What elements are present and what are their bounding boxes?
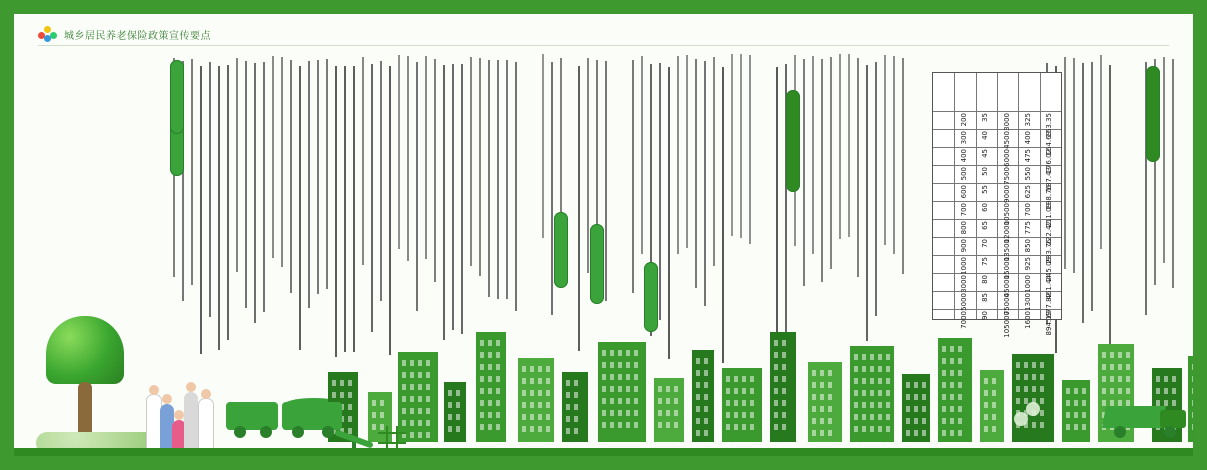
table-cell: 475 — [1024, 149, 1032, 163]
table-cell: 5000 — [960, 293, 968, 311]
table-cell: 700 — [960, 203, 968, 217]
text-column-stroke — [1073, 58, 1075, 273]
text-column-stroke — [254, 63, 256, 323]
table-row-line — [933, 237, 1061, 238]
text-column-stroke — [506, 60, 508, 299]
heart-foliage — [46, 316, 124, 384]
table-cell: 600 — [960, 185, 968, 199]
table-cell: 325 — [1024, 113, 1032, 127]
table-cell: 400 — [960, 149, 968, 163]
text-column-stroke — [884, 55, 886, 245]
table-cell: 10500 — [1002, 203, 1011, 226]
table-cell: 222.42 — [1045, 221, 1054, 246]
family-illustration — [146, 366, 214, 458]
text-column-stroke — [515, 62, 517, 311]
building — [654, 378, 684, 442]
text-column-stroke — [875, 62, 877, 316]
table-cell: 1600 — [1024, 311, 1032, 329]
table-cell: 400 — [1024, 131, 1032, 145]
table-column-line — [976, 73, 977, 319]
text-column-stroke — [641, 56, 643, 254]
table-cell: 12000 — [1002, 221, 1011, 244]
table-cell: 75000 — [1002, 293, 1011, 316]
text-column-stroke — [1163, 57, 1165, 263]
table-cell: 187.43 — [1045, 167, 1054, 192]
text-column-stroke — [893, 56, 895, 254]
table-cell: 176.02 — [1045, 149, 1054, 174]
table-cell: 800 — [960, 221, 968, 235]
table-row-line — [933, 165, 1061, 166]
text-column-stroke — [587, 58, 589, 273]
text-column-stroke — [200, 66, 202, 354]
building — [902, 374, 930, 442]
table-cell: 233.76 — [1045, 239, 1054, 264]
text-column-stroke — [299, 66, 301, 350]
table-cell: 4500 — [1002, 131, 1011, 149]
text-column-stroke — [290, 60, 292, 293]
table-cell: 1000 — [960, 257, 968, 275]
text-column-stroke — [407, 56, 409, 261]
table-cell: 775 — [1024, 221, 1032, 235]
colorful-dots-logo-icon — [38, 26, 58, 42]
text-column-stroke — [227, 65, 229, 340]
text-column-stroke — [542, 54, 544, 238]
table-cell: 198.76 — [1045, 185, 1054, 210]
table-column-line — [954, 73, 955, 319]
text-column-stroke — [236, 58, 238, 272]
table-cell: 45 — [981, 149, 990, 158]
dump-truck-icon — [1104, 398, 1194, 438]
building — [518, 358, 554, 442]
header — [38, 24, 211, 44]
table-row-line — [933, 309, 1061, 310]
table-cell: 925 — [1024, 257, 1032, 271]
table-cell: 625 — [1024, 185, 1032, 199]
table-cell: 6000 — [1002, 149, 1011, 167]
table-cell: 90 — [981, 311, 990, 320]
table-cell: 7500 — [1002, 167, 1011, 185]
table-row-line — [933, 273, 1061, 274]
text-column-stroke — [461, 64, 463, 334]
text-column-stroke — [245, 61, 247, 308]
table-cell: 3000 — [1002, 113, 1011, 131]
text-column-stroke — [1109, 65, 1111, 345]
table-cell: 55 — [981, 185, 990, 194]
table-row-line — [933, 111, 1061, 112]
text-column-stroke — [821, 59, 823, 282]
table-row-line — [933, 201, 1061, 202]
text-column-stroke — [371, 64, 373, 332]
text-column-stroke — [191, 59, 193, 285]
text-column-stroke — [659, 63, 661, 320]
table-cell: 105000 — [1002, 311, 1011, 338]
table-cell: 1300 — [1024, 293, 1032, 311]
text-column-stroke — [866, 65, 868, 341]
text-column-stroke — [326, 59, 328, 289]
text-column-stroke — [830, 57, 832, 269]
table-row-line — [933, 183, 1061, 184]
text-column-stroke — [848, 54, 850, 237]
text-column-stroke — [470, 57, 472, 266]
building — [476, 332, 506, 442]
table-cell: 45000 — [1002, 275, 1011, 298]
table-column-line — [1018, 73, 1019, 319]
text-column-stroke — [803, 59, 805, 286]
table-cell: 677.82 — [1045, 293, 1054, 318]
heart-tree-illustration — [36, 314, 126, 454]
text-column-stroke — [776, 67, 778, 365]
table-cell: 40 — [981, 131, 990, 140]
text-column-stroke — [902, 58, 904, 274]
table-row-line — [933, 219, 1061, 220]
text-column-stroke — [398, 55, 400, 249]
city-skyline — [218, 322, 1173, 442]
text-column-stroke — [1064, 57, 1066, 269]
table-cell: 50 — [981, 167, 990, 176]
text-column-stroke — [857, 58, 859, 277]
building — [1012, 354, 1054, 442]
title-divider — [38, 45, 1169, 46]
text-column-stroke — [749, 55, 751, 244]
text-column-stroke — [1100, 55, 1102, 249]
power-pylon-icon — [374, 426, 410, 470]
text-column-stroke — [353, 66, 355, 352]
table-row-line — [933, 291, 1061, 292]
text-column-stroke — [479, 58, 481, 276]
smoke-cloud — [1014, 412, 1028, 426]
table-cell: 200 — [960, 113, 968, 127]
text-column-stroke — [731, 54, 733, 236]
text-column-stroke — [839, 54, 841, 239]
contribution-table — [932, 72, 1062, 338]
table-cell: 13500 — [1002, 239, 1011, 262]
building — [562, 372, 588, 442]
text-column-stroke — [713, 57, 715, 266]
building — [980, 370, 1004, 442]
building — [770, 332, 796, 442]
text-column-stroke — [443, 65, 445, 340]
text-column-stroke — [389, 66, 391, 355]
table-cell: 500 — [960, 167, 968, 181]
table-cell: 900 — [960, 239, 968, 253]
table-cell: 300 — [960, 131, 968, 145]
person-figure — [184, 392, 198, 458]
text-column-stroke — [344, 66, 346, 352]
table-cell: 700 — [1024, 203, 1032, 217]
text-column-stroke — [317, 60, 319, 294]
table-cell: 550 — [1024, 167, 1032, 181]
text-column-stroke — [308, 61, 310, 308]
text-column-stroke — [488, 60, 490, 297]
text-column-stroke — [551, 62, 553, 315]
text-column-stroke — [668, 67, 670, 359]
table-cell: 60 — [981, 203, 990, 212]
building — [850, 346, 894, 442]
text-column-stroke — [722, 67, 724, 363]
text-column-stroke — [1172, 59, 1174, 288]
table-cell: 164.69 — [1045, 131, 1054, 156]
section-heading-pill — [590, 224, 604, 304]
table-cell: 850 — [1024, 239, 1032, 253]
text-column-stroke — [416, 62, 418, 311]
table-cell: 245.09 — [1045, 257, 1054, 282]
building — [692, 350, 714, 442]
table-cell: 1000 — [1024, 275, 1032, 293]
text-column-stroke — [281, 57, 283, 267]
table-cell: 75 — [981, 257, 990, 266]
building — [938, 338, 972, 442]
text-column-stroke — [335, 66, 337, 357]
text-column-stroke — [425, 56, 427, 259]
section-heading-pill — [170, 60, 184, 134]
text-column-stroke — [740, 54, 742, 238]
building — [598, 342, 646, 442]
text-column-stroke — [605, 61, 607, 301]
table-cell: 80 — [981, 275, 990, 284]
text-column-stroke — [380, 61, 382, 301]
table-cell: 7000 — [960, 311, 968, 329]
text-column-stroke — [578, 66, 580, 351]
text-column-stroke — [434, 59, 436, 282]
table-column-line — [997, 73, 998, 319]
text-column-stroke — [362, 57, 364, 265]
ground-strip — [164, 448, 1177, 456]
building — [722, 368, 762, 442]
page-title: 城乡居民养老保险政策宣传要点 — [64, 30, 211, 42]
text-column-stroke — [272, 56, 274, 258]
table-row-line — [933, 147, 1061, 148]
table-row-line — [933, 255, 1061, 256]
table-row-line — [933, 129, 1061, 130]
text-column-stroke — [632, 60, 634, 293]
smoke-cloud — [1026, 402, 1040, 416]
text-column-stroke — [263, 62, 265, 312]
table-grid — [933, 73, 1061, 338]
text-column-stroke — [1082, 63, 1084, 323]
text-column-stroke — [452, 64, 454, 330]
table-cell: 894.19 — [1045, 311, 1054, 336]
table-cell: 70 — [981, 239, 990, 248]
building — [1062, 380, 1090, 442]
text-column-stroke — [1091, 62, 1093, 311]
section-heading-pill — [1146, 66, 1160, 162]
text-column-stroke — [497, 60, 499, 299]
table-column-line — [1040, 73, 1041, 319]
building — [444, 382, 466, 442]
table-cell: 9000 — [1002, 185, 1011, 203]
text-column-stroke — [686, 55, 688, 248]
table-cell: 3000 — [960, 275, 968, 293]
table-cell: 15000 — [1002, 257, 1011, 280]
section-heading-pill — [554, 212, 568, 288]
table-cell: 85 — [981, 293, 990, 302]
text-column-stroke — [812, 56, 814, 254]
table-cell: 153.35 — [1045, 113, 1054, 138]
table-cell: 65 — [981, 221, 990, 230]
building — [808, 362, 842, 442]
text-column-stroke — [677, 56, 679, 254]
section-heading-pill — [786, 90, 800, 192]
person-figure — [198, 398, 214, 458]
text-column-stroke — [695, 59, 697, 288]
text-column-stroke — [209, 62, 211, 317]
table-cell: 211.09 — [1045, 203, 1054, 228]
table-cell: 461.44 — [1045, 275, 1054, 300]
table-cell: 35 — [981, 113, 990, 122]
text-column-stroke — [218, 66, 220, 350]
text-column-stroke — [704, 61, 706, 306]
